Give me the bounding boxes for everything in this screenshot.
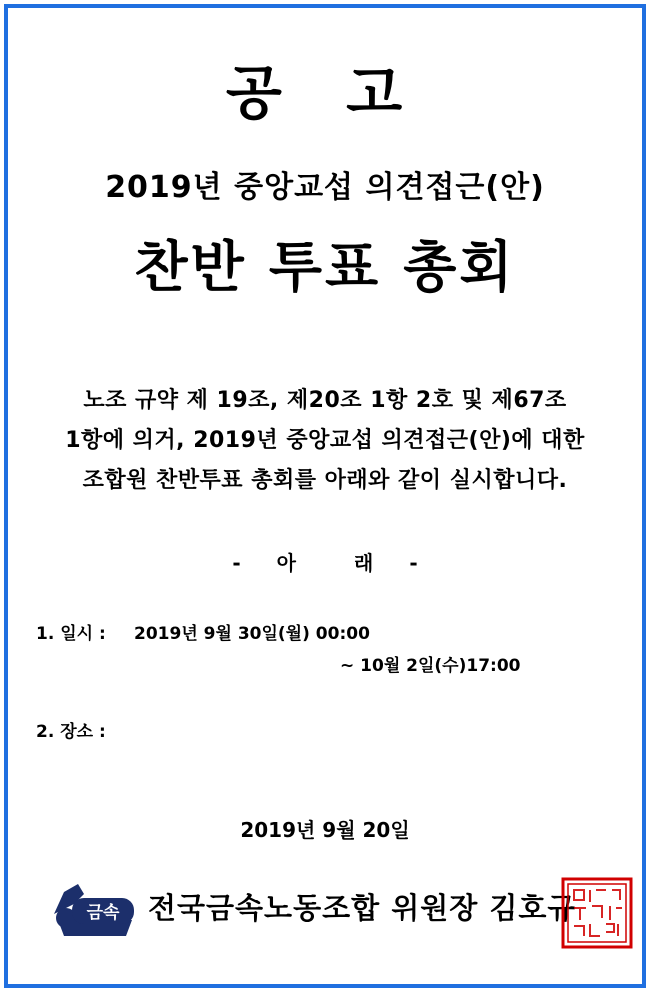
official-seal — [560, 876, 634, 950]
notice-title: 공 고 — [225, 59, 425, 127]
body-line-3: 조합원 찬반투표 총회를 아래와 같이 실시합니다. — [82, 468, 568, 493]
logo-text: 금속 — [86, 903, 120, 923]
notice-headline: 찬반 투표 총회 — [134, 235, 516, 299]
signature: 전국금속노동조합 위원장 김호규 — [148, 891, 577, 925]
body-line-2: 1항에 의거, 2019년 중앙교섭 의견접근(안)에 대한 — [65, 428, 585, 453]
union-logo — [48, 874, 138, 940]
place-label: 2. 장소 : — [36, 722, 106, 742]
below-word-1: 아 — [276, 551, 296, 575]
below-heading — [0, 548, 650, 578]
schedule-value-line-1: 2019년 9월 30일(월) 00:00 — [134, 624, 370, 644]
schedule-value-line-2: ~ 10월 2일(수)17:00 — [340, 656, 521, 676]
below-dash-left: - — [232, 551, 241, 575]
schedule-label: 1. 일시 : — [36, 624, 106, 644]
below-word-2: 래 — [354, 551, 374, 575]
below-dash-right: - — [409, 551, 418, 575]
notice-subtitle: 2019년 중앙교섭 의견접근(안) — [105, 170, 545, 205]
body-line-1: 노조 규약 제 19조, 제20조 1항 2호 및 제67조 — [83, 388, 567, 413]
notice-date: 2019년 9월 20일 — [240, 818, 410, 842]
